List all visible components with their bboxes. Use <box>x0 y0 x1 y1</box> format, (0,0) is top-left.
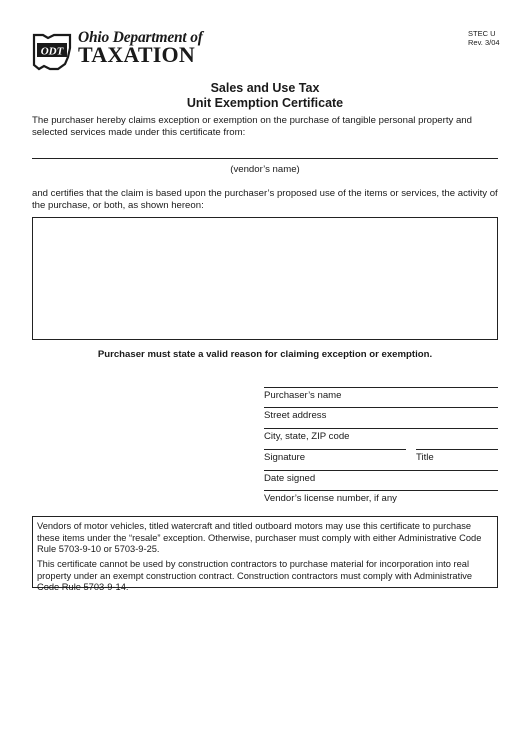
street-address-label: Street address <box>264 410 327 421</box>
page-title-line2: Unit Exemption Certificate <box>186 96 344 110</box>
date-signed-line[interactable] <box>264 470 498 471</box>
title-label: Title <box>416 452 434 463</box>
ohio-seal-logo-icon <box>31 31 73 73</box>
info-box <box>32 516 498 593</box>
signature-label: Signature <box>264 452 306 463</box>
seal-text: ODT <box>40 45 64 58</box>
title-line[interactable] <box>416 449 498 450</box>
reason-notice: Purchaser must state a valid reason for claiming exception or exemption. <box>97 349 433 360</box>
street-address-line[interactable] <box>264 407 498 408</box>
city-state-zip-line[interactable] <box>264 428 498 429</box>
form-revision: Rev. 3/04 <box>468 38 500 47</box>
form-code <box>468 29 500 47</box>
date-signed-label: Date signed <box>264 473 316 484</box>
form-number: STEC U <box>468 29 496 38</box>
signature-line[interactable] <box>264 449 406 450</box>
agency-name-line1: Ohio Department of <box>78 29 203 46</box>
intro-text: The purchaser hereby claims exception or exemption on the purchase of tangible personal property and selected services made under this certificate from: <box>32 115 472 138</box>
purchaser-name-line[interactable] <box>264 387 498 388</box>
vendor-license-line[interactable] <box>264 490 498 491</box>
vendor-license-label: Vendor’s license number, if any <box>264 493 397 504</box>
purchaser-name-label: Purchaser’s name <box>264 390 342 401</box>
page-title-line1: Sales and Use Tax <box>210 81 320 95</box>
info-paragraph-resale: Vendors of motor vehicles, titled watercraft and titled outboard motors may use this certificate to purchase these items under the “resale” exception. Otherwise, purchaser must comply with either Administrative Code Rule 5703-9-10 or 5703-9-25. <box>37 521 482 555</box>
info-paragraph-contractors: This certificate cannot be used by construction contractors to purchase material for incorporation into real property under an exempt construction contract. Construction contractors must comply with Administrative Code Rule 5703-9-14. <box>37 559 473 593</box>
reason-input-box[interactable] <box>32 217 498 340</box>
agency-name-line2: TAXATION <box>78 42 195 67</box>
certify-text: and certifies that the claim is based upon the purchaser’s proposed use of the items or services, the activity of the purchase, or both, as shown hereon: <box>32 188 498 211</box>
vendor-name-label: (vendor’s name) <box>230 164 300 175</box>
city-state-zip-label: City, state, ZIP code <box>264 431 350 442</box>
vendor-name-line[interactable] <box>32 158 498 159</box>
